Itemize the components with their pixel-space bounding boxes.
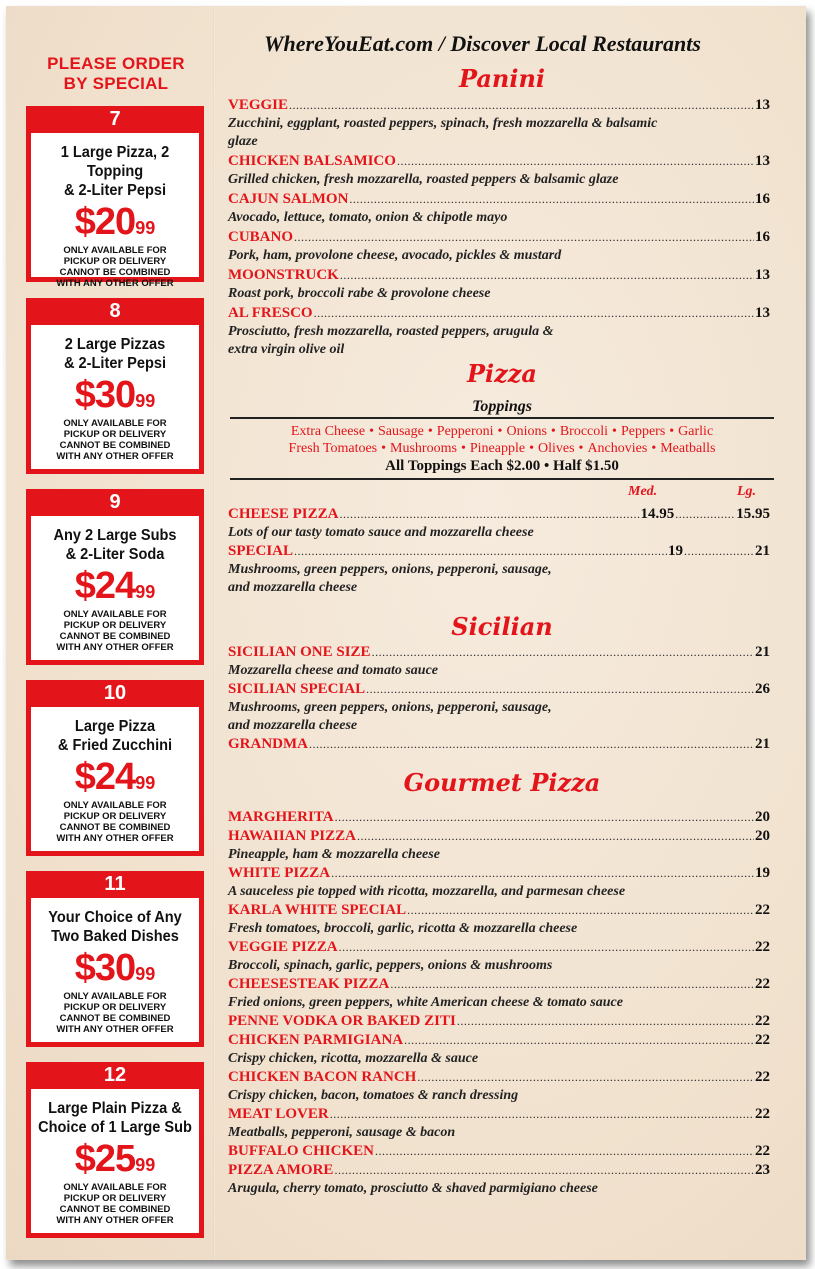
fine-print-line: ONLY AVAILABLE FOR [63, 609, 167, 620]
menu-item-description: Pineapple, ham & mozzarella cheese [228, 847, 440, 862]
toppings-price: All Toppings Each $2.00 • Half $1.50 [385, 458, 619, 474]
special-card [26, 680, 204, 856]
section-title-panini: Panini [458, 64, 546, 93]
menu-item-description: extra virgin olive oil [228, 342, 345, 357]
section-title-sicilian: Sicilian [451, 612, 553, 641]
special-card [26, 871, 204, 1047]
column-header-lg: Lg. [737, 484, 757, 499]
menu-item-description: Fresh tomatoes, broccoli, garlic, ricotta & mozzarella cheese [228, 921, 578, 936]
special-price-cents: 99 [135, 773, 156, 793]
fine-print-line: PICKUP OR DELIVERY [63, 811, 167, 822]
special-card [26, 106, 204, 289]
special-box [31, 325, 199, 469]
fine-print-line: WITH ANY OTHER OFFER [56, 1024, 174, 1035]
menu-item-description: Prosciutto, fresh mozzarella, roasted peppers, arugula & [228, 324, 554, 339]
menu-item-name: SICILIAN ONE SIZE [228, 644, 371, 660]
topping-name: Extra Cheese [290, 424, 366, 439]
fine-print-line: CANNOT BE COMBINED [59, 1204, 171, 1215]
topping-name: Anchovies [587, 441, 648, 456]
special-price-cents: 99 [135, 391, 156, 411]
dot-leader [417, 1068, 754, 1086]
menu-item-name: MEAT LOVER [228, 1106, 329, 1122]
special-number: 12 [103, 1064, 127, 1086]
menu-item-name: AL FRESCO [228, 305, 313, 321]
menu-item-row [228, 1105, 770, 1123]
menu-item-name: HAWAIIAN PIZZA [228, 828, 356, 844]
fine-print-line: PICKUP OR DELIVERY [63, 429, 167, 440]
menu-item-name: CUBANO [228, 229, 294, 245]
menu-item-description: Mushrooms, green peppers, onions, pepperoni, sausage, [228, 562, 552, 577]
menu-item-price: 22 [755, 939, 770, 955]
dot-leader [289, 96, 754, 114]
dot-leader [330, 1105, 754, 1123]
menu-item-name: CAJUN SALMON [228, 191, 349, 207]
menu-item-row [228, 96, 770, 114]
menu-item-description: Pork, ham, provolone cheese, avocado, pickles & mustard [228, 248, 562, 263]
bullet-separator: • [497, 424, 503, 439]
special-box [31, 516, 199, 660]
special-title-line: Large Pizza [74, 718, 156, 735]
dot-leader [314, 304, 754, 322]
fine-print-line: PICKUP OR DELIVERY [63, 256, 167, 267]
topping-name: Pepperoni [436, 424, 494, 439]
menu-page [6, 6, 806, 1260]
menu-item-row [228, 1012, 770, 1030]
menu-item-row [228, 266, 770, 284]
menu-item-price: 16 [755, 191, 770, 207]
menu-item-description: and mozzarella cheese [228, 718, 358, 733]
topping-name: Pineapple [469, 441, 526, 456]
menu-item-name: KARLA WHITE SPECIAL [228, 902, 407, 918]
special-price-cents: 99 [135, 964, 156, 984]
special-title-line: & Fried Zucchini [57, 737, 173, 754]
dot-leader [366, 680, 754, 698]
menu-item-price-med: 19 [668, 543, 683, 559]
fine-print-line: WITH ANY OTHER OFFER [56, 451, 174, 462]
menu-item-price: 22 [755, 902, 770, 918]
fine-print-line: WITH ANY OTHER OFFER [56, 833, 174, 844]
menu-item-row [228, 1068, 770, 1086]
toppings-rule-bottom [230, 478, 774, 480]
special-title-line: Any 2 Large Subs [53, 527, 177, 544]
special-title [36, 143, 194, 200]
topping-name: Sausage [377, 424, 424, 439]
special-number: 7 [109, 108, 121, 130]
menu-item-price: 22 [755, 1106, 770, 1122]
special-price [31, 948, 199, 988]
special-price-cents: 99 [135, 582, 156, 602]
special-price [31, 757, 199, 797]
fine-print-line: ONLY AVAILABLE FOR [63, 245, 167, 256]
toppings-line [230, 423, 774, 440]
menu-item-price: 20 [755, 828, 770, 844]
menu-item-name: PENNE VODKA OR BAKED ZITI [228, 1013, 456, 1029]
menu-item-price: 22 [755, 1143, 770, 1159]
menu-item-price-lg: 15.95 [736, 506, 770, 522]
special-title [36, 335, 194, 373]
menu-item-description: Crispy chicken, ricotta, mozzarella & sauce [228, 1051, 479, 1066]
menu-item-description: Zucchini, eggplant, roasted peppers, spinach, fresh mozzarella & balsamic [228, 116, 658, 131]
toppings-line [230, 440, 774, 457]
special-price [31, 566, 199, 606]
specials-header-line: BY SPECIAL [63, 74, 169, 93]
bullet-separator: • [612, 424, 617, 439]
dot-leader [675, 505, 735, 523]
dot-leader [404, 1031, 754, 1049]
fine-print-line: CANNOT BE COMBINED [59, 822, 171, 833]
topping-name: Olives [537, 441, 575, 456]
special-fine-print [31, 800, 199, 844]
specials-header [6, 54, 226, 94]
special-box [31, 898, 199, 1042]
menu-item-row [228, 228, 770, 246]
special-fine-print [31, 418, 199, 462]
menu-item-name: VEGGIE PIZZA [228, 939, 338, 955]
special-price-dollars: $25 [74, 1138, 136, 1180]
fine-print-line: WITH ANY OTHER OFFER [56, 278, 174, 289]
toppings-rule-top [230, 417, 774, 419]
fine-print-line: ONLY AVAILABLE FOR [63, 1182, 167, 1193]
menu-item-row [228, 864, 770, 882]
dot-leader [390, 975, 754, 993]
bullet-separator: • [427, 424, 433, 439]
special-fine-print [31, 609, 199, 653]
topping-name: Broccoli [559, 424, 609, 439]
menu-item-name: MOONSTRUCK [228, 267, 339, 283]
menu-item-row [228, 1161, 770, 1179]
dot-leader [357, 827, 754, 845]
menu-item-description: Mushrooms, green peppers, onions, pepperoni, sausage, [228, 700, 552, 715]
menu-item-price: 26 [755, 681, 770, 697]
special-price-dollars: $30 [74, 947, 136, 989]
dot-leader [684, 542, 754, 560]
menu-item-name: SPECIAL [228, 543, 294, 559]
menu-item-price: 16 [755, 229, 770, 245]
menu-item-row [228, 808, 770, 826]
menu-item-name: BUFFALO CHICKEN [228, 1143, 374, 1159]
menu-item-price: 22 [755, 1013, 770, 1029]
special-title [36, 908, 194, 946]
special-price-dollars: $30 [74, 374, 136, 416]
section-title-pizza: Pizza [467, 359, 537, 388]
special-title [36, 526, 194, 564]
menu-item-description: Grilled chicken, fresh mozzarella, roasted peppers & balsamic glaze [228, 172, 619, 187]
fine-print-line: CANNOT BE COMBINED [59, 631, 171, 642]
special-title-line: Two Baked Dishes [51, 928, 179, 945]
bullet-separator: • [460, 441, 466, 456]
menu-item-row [228, 680, 770, 698]
dot-leader [457, 1012, 754, 1030]
menu-item-row [228, 901, 770, 919]
menu-item-name: PIZZA AMORE [228, 1162, 334, 1178]
dot-leader [349, 190, 754, 208]
topping-name: Onions [506, 424, 547, 439]
fine-print-line: PICKUP OR DELIVERY [63, 1002, 167, 1013]
menu-item-description: A sauceless pie topped with ricotta, mozzarella, and parmesan cheese [228, 884, 626, 899]
menu-item-name: VEGGIE [228, 97, 289, 113]
menu-item-description: Meatballs, pepperoni, sausage & bacon [228, 1125, 456, 1140]
special-card [26, 489, 204, 665]
menu-item-price: 22 [755, 1032, 770, 1048]
menu-item-name: WHITE PIZZA [228, 865, 331, 881]
menu-item-row [228, 1031, 770, 1049]
menu-item-row [228, 304, 770, 322]
menu-item-price: 21 [755, 644, 770, 660]
menu-item-description: Lots of our tasty tomato sauce and mozzarella cheese [228, 525, 534, 540]
menu-item-price: 21 [755, 736, 770, 752]
special-title-line: 1 Large Pizza, 2 Topping [60, 144, 170, 180]
menu-item-price: 22 [755, 976, 770, 992]
page-fold [213, 6, 215, 1260]
bullet-separator: • [669, 424, 675, 439]
bullet-separator: • [381, 441, 387, 456]
special-box [31, 1089, 199, 1233]
bullet-separator: • [369, 424, 374, 439]
dot-leader [397, 152, 754, 170]
menu-item-description: Crispy chicken, bacon, tomatoes & ranch dressing [228, 1088, 519, 1103]
menu-item-price-lg: 21 [755, 543, 770, 559]
menu-item-price: 13 [755, 153, 770, 169]
topping-name: Meatballs [660, 441, 716, 456]
special-fine-print [31, 991, 199, 1035]
dot-leader [335, 808, 754, 826]
dot-leader [309, 735, 754, 753]
fine-print-line: WITH ANY OTHER OFFER [56, 1215, 174, 1226]
special-title-line: Large Plain Pizza & [48, 1100, 182, 1117]
special-title-line: & 2-Liter Pepsi [63, 182, 167, 199]
special-price-dollars: $20 [74, 201, 136, 243]
menu-item-price: 13 [755, 267, 770, 283]
special-number: 10 [103, 682, 127, 704]
menu-item-name: SICILIAN SPECIAL [228, 681, 366, 697]
fine-print-line: WITH ANY OTHER OFFER [56, 642, 174, 653]
topping-name: Garlic [678, 424, 714, 439]
special-title-line: Choice of 1 Large Sub [38, 1119, 192, 1136]
special-fine-print [31, 1182, 199, 1226]
menu-item-row [228, 643, 770, 661]
dot-leader [340, 266, 754, 284]
dot-leader [375, 1142, 754, 1160]
special-price-dollars: $24 [74, 565, 136, 607]
topping-name: Fresh Tomatoes [288, 441, 378, 456]
column-header-med: Med. [628, 484, 658, 499]
special-price [31, 1139, 199, 1179]
special-price-cents: 99 [135, 1155, 156, 1175]
menu-item-description: glaze [228, 134, 258, 149]
dot-leader [407, 901, 754, 919]
site-title: WhereYouEat.com / Discover Local Restaurants [264, 31, 701, 56]
menu-item-name: GRANDMA [228, 736, 308, 752]
bullet-separator: • [529, 441, 534, 456]
menu-item-row [228, 542, 770, 560]
special-number: 11 [104, 873, 126, 895]
fine-print-line: PICKUP OR DELIVERY [63, 620, 167, 631]
menu-item-price-med: 14.95 [640, 506, 675, 522]
fine-print-line: ONLY AVAILABLE FOR [63, 800, 167, 811]
menu-item-price: 22 [755, 1069, 770, 1085]
menu-item-row [228, 505, 770, 523]
menu-item-description: and mozzarella cheese [228, 580, 358, 595]
special-fine-print [31, 245, 199, 289]
fine-print-line: PICKUP OR DELIVERY [63, 1193, 167, 1204]
dot-leader [334, 1161, 754, 1179]
menu-item-description: Arugula, cherry tomato, prosciutto & shaved parmigiano cheese [228, 1181, 598, 1196]
special-title-line: & 2-Liter Pepsi [63, 355, 167, 372]
special-price-cents: 99 [135, 218, 156, 238]
menu-item-row [228, 938, 770, 956]
fine-print-line: CANNOT BE COMBINED [59, 440, 171, 451]
menu-item-description: Fried onions, green peppers, white American cheese & tomato sauce [228, 995, 623, 1010]
special-title [36, 1099, 194, 1137]
special-title-line: Your Choice of Any [48, 909, 182, 926]
special-box [31, 707, 199, 851]
menu-item-price: 13 [755, 305, 770, 321]
fine-print-line: CANNOT BE COMBINED [59, 1013, 171, 1024]
menu-item-price: 13 [755, 97, 770, 113]
special-title [36, 717, 194, 755]
menu-item-name: CHICKEN BALSAMICO [228, 153, 396, 169]
topping-name: Mushrooms [390, 441, 457, 456]
dot-leader [339, 938, 754, 956]
special-price [31, 202, 199, 242]
menu-item-description: Mozzarella cheese and tomato sauce [228, 663, 438, 678]
menu-item-price: 23 [755, 1162, 770, 1178]
menu-item-description: Broccoli, spinach, garlic, peppers, onions & mushrooms [228, 958, 553, 973]
menu-item-row [228, 190, 770, 208]
section-title-gourmet: Gourmet Pizza [403, 768, 601, 797]
topping-name: Peppers [620, 424, 666, 439]
special-number: 9 [109, 491, 121, 513]
special-title-line: & 2-Liter Soda [65, 546, 165, 563]
menu-item-name: CHICKEN PARMIGIANA [228, 1032, 404, 1048]
menu-item-row [228, 827, 770, 845]
special-card [26, 298, 204, 474]
special-title-line: 2 Large Pizzas [64, 336, 166, 353]
bullet-separator: • [578, 441, 584, 456]
dot-leader [331, 864, 754, 882]
toppings-title: Toppings [472, 398, 532, 415]
specials-header-line: PLEASE ORDER [47, 54, 185, 73]
bullet-separator: • [651, 441, 657, 456]
special-price-dollars: $24 [74, 756, 136, 798]
fine-print-line: ONLY AVAILABLE FOR [63, 418, 167, 429]
menu-item-row [228, 735, 770, 753]
dot-leader [339, 505, 639, 523]
dot-leader [294, 542, 667, 560]
special-card [26, 1062, 204, 1238]
menu-item-price: 20 [755, 809, 770, 825]
menu-item-description: Avocado, lettuce, tomato, onion & chipotle mayo [228, 210, 508, 225]
special-number: 8 [109, 300, 121, 322]
menu-item-name: CHEESE PIZZA [228, 506, 339, 522]
special-price [31, 375, 199, 415]
menu-item-name: MARGHERITA [228, 809, 334, 825]
menu-item-name: CHICKEN BACON RANCH [228, 1069, 417, 1085]
dot-leader [372, 643, 754, 661]
fine-print-line: CANNOT BE COMBINED [59, 267, 171, 278]
special-box [31, 133, 199, 289]
menu-item-row [228, 152, 770, 170]
menu-item-name: CHEESESTEAK PIZZA [228, 976, 390, 992]
menu-item-row [228, 975, 770, 993]
menu-item-row [228, 1142, 770, 1160]
specials-column [6, 6, 213, 1260]
dot-leader [294, 228, 754, 246]
fine-print-line: ONLY AVAILABLE FOR [63, 991, 167, 1002]
menu-item-description: Roast pork, broccoli rabe & provolone cheese [228, 286, 491, 301]
bullet-separator: • [550, 424, 556, 439]
menu-item-price: 19 [755, 865, 770, 881]
